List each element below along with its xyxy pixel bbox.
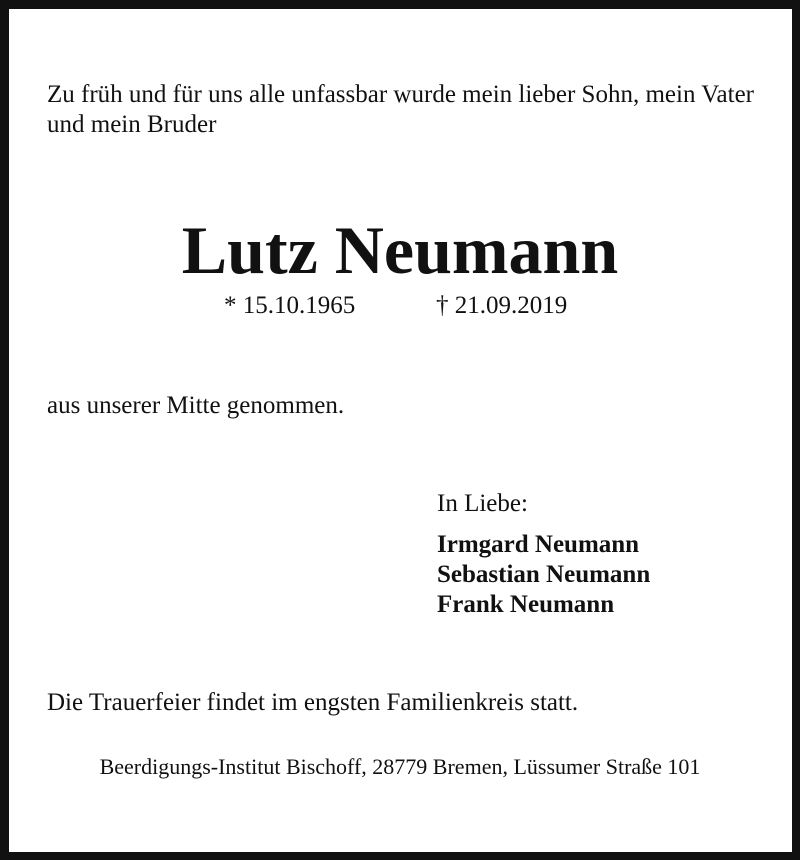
middle-text: aus unserer Mitte genommen. (47, 392, 345, 419)
deceased-name: Lutz Neumann (181, 212, 619, 288)
funeral-home-info: Beerdigungs-Institut Bischoff, 28779 Bremen, Lüssumer Straße 101 (99, 754, 701, 779)
in-love-label: In Liebe: (437, 490, 528, 517)
funeral-info: Die Trauerfeier findet im engsten Familienkreis statt. (47, 689, 579, 716)
death-date: † 21.09.2019 (436, 292, 568, 319)
birth-date: * 15.10.1965 (224, 292, 356, 319)
mourner-name: Sebastian Neumann (437, 561, 651, 588)
mourner-name: Frank Neumann (437, 591, 615, 618)
mourners-list (437, 530, 650, 620)
mourner-name: Irmgard Neumann (437, 531, 640, 558)
intro-text: Zu früh und für uns alle unfassbar wurde mein lieber Sohn, mein Vater und mein Bruder (47, 81, 754, 138)
